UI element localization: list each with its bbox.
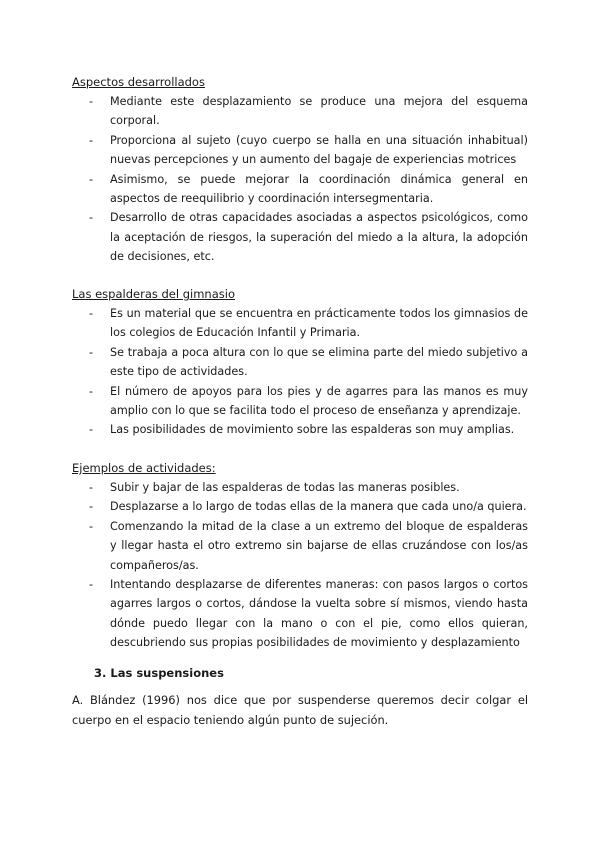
list-item-text: Desarrollo de otras capacidades asociadas a aspectos psicológicos, como la aceptación de riesgos, la superación del miedo a la altura, la adopción de decisiones, etc. [110, 211, 528, 264]
dash-marker: - [89, 481, 94, 494]
dash-marker: - [89, 519, 94, 533]
dash-marker: - [89, 172, 94, 186]
section-number: 3. [94, 666, 107, 680]
list-item [72, 497, 528, 516]
list-item-text: Es un material que se encuentra en prácticamente todos los gimnasios de los colegios de Educación Infantil y Primaria. [110, 307, 528, 340]
section-espalderas [72, 285, 528, 440]
dash-marker: - [89, 211, 94, 225]
section-title-text: Las suspensiones [110, 666, 224, 680]
list-item [72, 131, 528, 170]
bullet-list [72, 304, 528, 440]
section-heading: Las espalderas del gimnasio [72, 287, 235, 301]
list-item-text: Comenzando la mitad de la clase a un extremo del bloque de espalderas y llegar hasta el otro extremo sin bajarse de ellas cruzándose con los/as compañeros/as. [110, 519, 528, 572]
dash-marker: - [89, 384, 94, 398]
list-item [72, 208, 528, 266]
list-item-text: El número de apoyos para los pies y de agarres para las manos es muy amplio con lo que se facilita todo el proceso de enseñanza y aprendizaje. [110, 384, 528, 418]
section-title-suspensiones [94, 666, 224, 680]
list-item-text: Intentando desplazarse de diferentes maneras: con pasos largos o cortos agarres largos o cortos, dándose la vuelta sobre sí mismos, viendo hasta dónde puedo llegar con la mano o con el pie, como ellos quieran, descubriendo sus propias posibilidades de movimiento y desplazamiento [110, 578, 528, 650]
bullet-list [72, 92, 528, 267]
section-aspectos [72, 73, 528, 267]
list-item [72, 304, 528, 343]
dash-marker: - [89, 307, 94, 320]
dash-marker: - [89, 345, 94, 359]
bullet-list [72, 478, 528, 653]
list-item-text: Desplazarse a lo largo de todas ellas de la manera que cada uno/a quiera. [110, 500, 527, 514]
dash-marker: - [89, 578, 94, 592]
dash-marker: - [89, 423, 94, 437]
list-item [72, 420, 528, 439]
list-item [72, 170, 528, 209]
list-item [72, 343, 528, 382]
dash-marker: - [89, 133, 94, 147]
list-item-text: Asimismo, se puede mejorar la coordinación dinámica general en aspectos de reequilibrio y coordinación intersegmentaria. [110, 172, 528, 206]
body-paragraph: A. Blández (1996) nos dice que por suspenderse queremos decir colgar el cuerpo en el espacio teniendo algún punto de sujeción. [72, 693, 528, 727]
dash-marker: - [89, 95, 94, 108]
section-heading: Aspectos desarrollados [72, 75, 205, 89]
dash-marker: - [89, 500, 94, 514]
list-item [72, 517, 528, 575]
list-item-text: Se trabaja a poca altura con lo que se elimina parte del miedo subjetivo a este tipo de actividades. [110, 345, 528, 379]
list-item [72, 382, 528, 421]
section-heading: Ejemplos de actividades: [72, 461, 216, 475]
list-item-text: Proporciona al sujeto (cuyo cuerpo se halla en una situación inhabitual) nuevas percepciones y un aumento del bagaje de experiencias motrices [110, 133, 528, 167]
list-item-text: Subir y bajar de las espalderas de todas las maneras posibles. [110, 481, 460, 494]
list-item [72, 478, 528, 497]
section-ejemplos [72, 459, 528, 653]
list-item-text: Mediante este desplazamiento se produce una mejora del esquema corporal. [110, 95, 528, 128]
list-item-text: Las posibilidades de movimiento sobre las espalderas son muy amplias. [110, 423, 515, 437]
list-item [72, 575, 528, 653]
list-item [72, 92, 528, 131]
